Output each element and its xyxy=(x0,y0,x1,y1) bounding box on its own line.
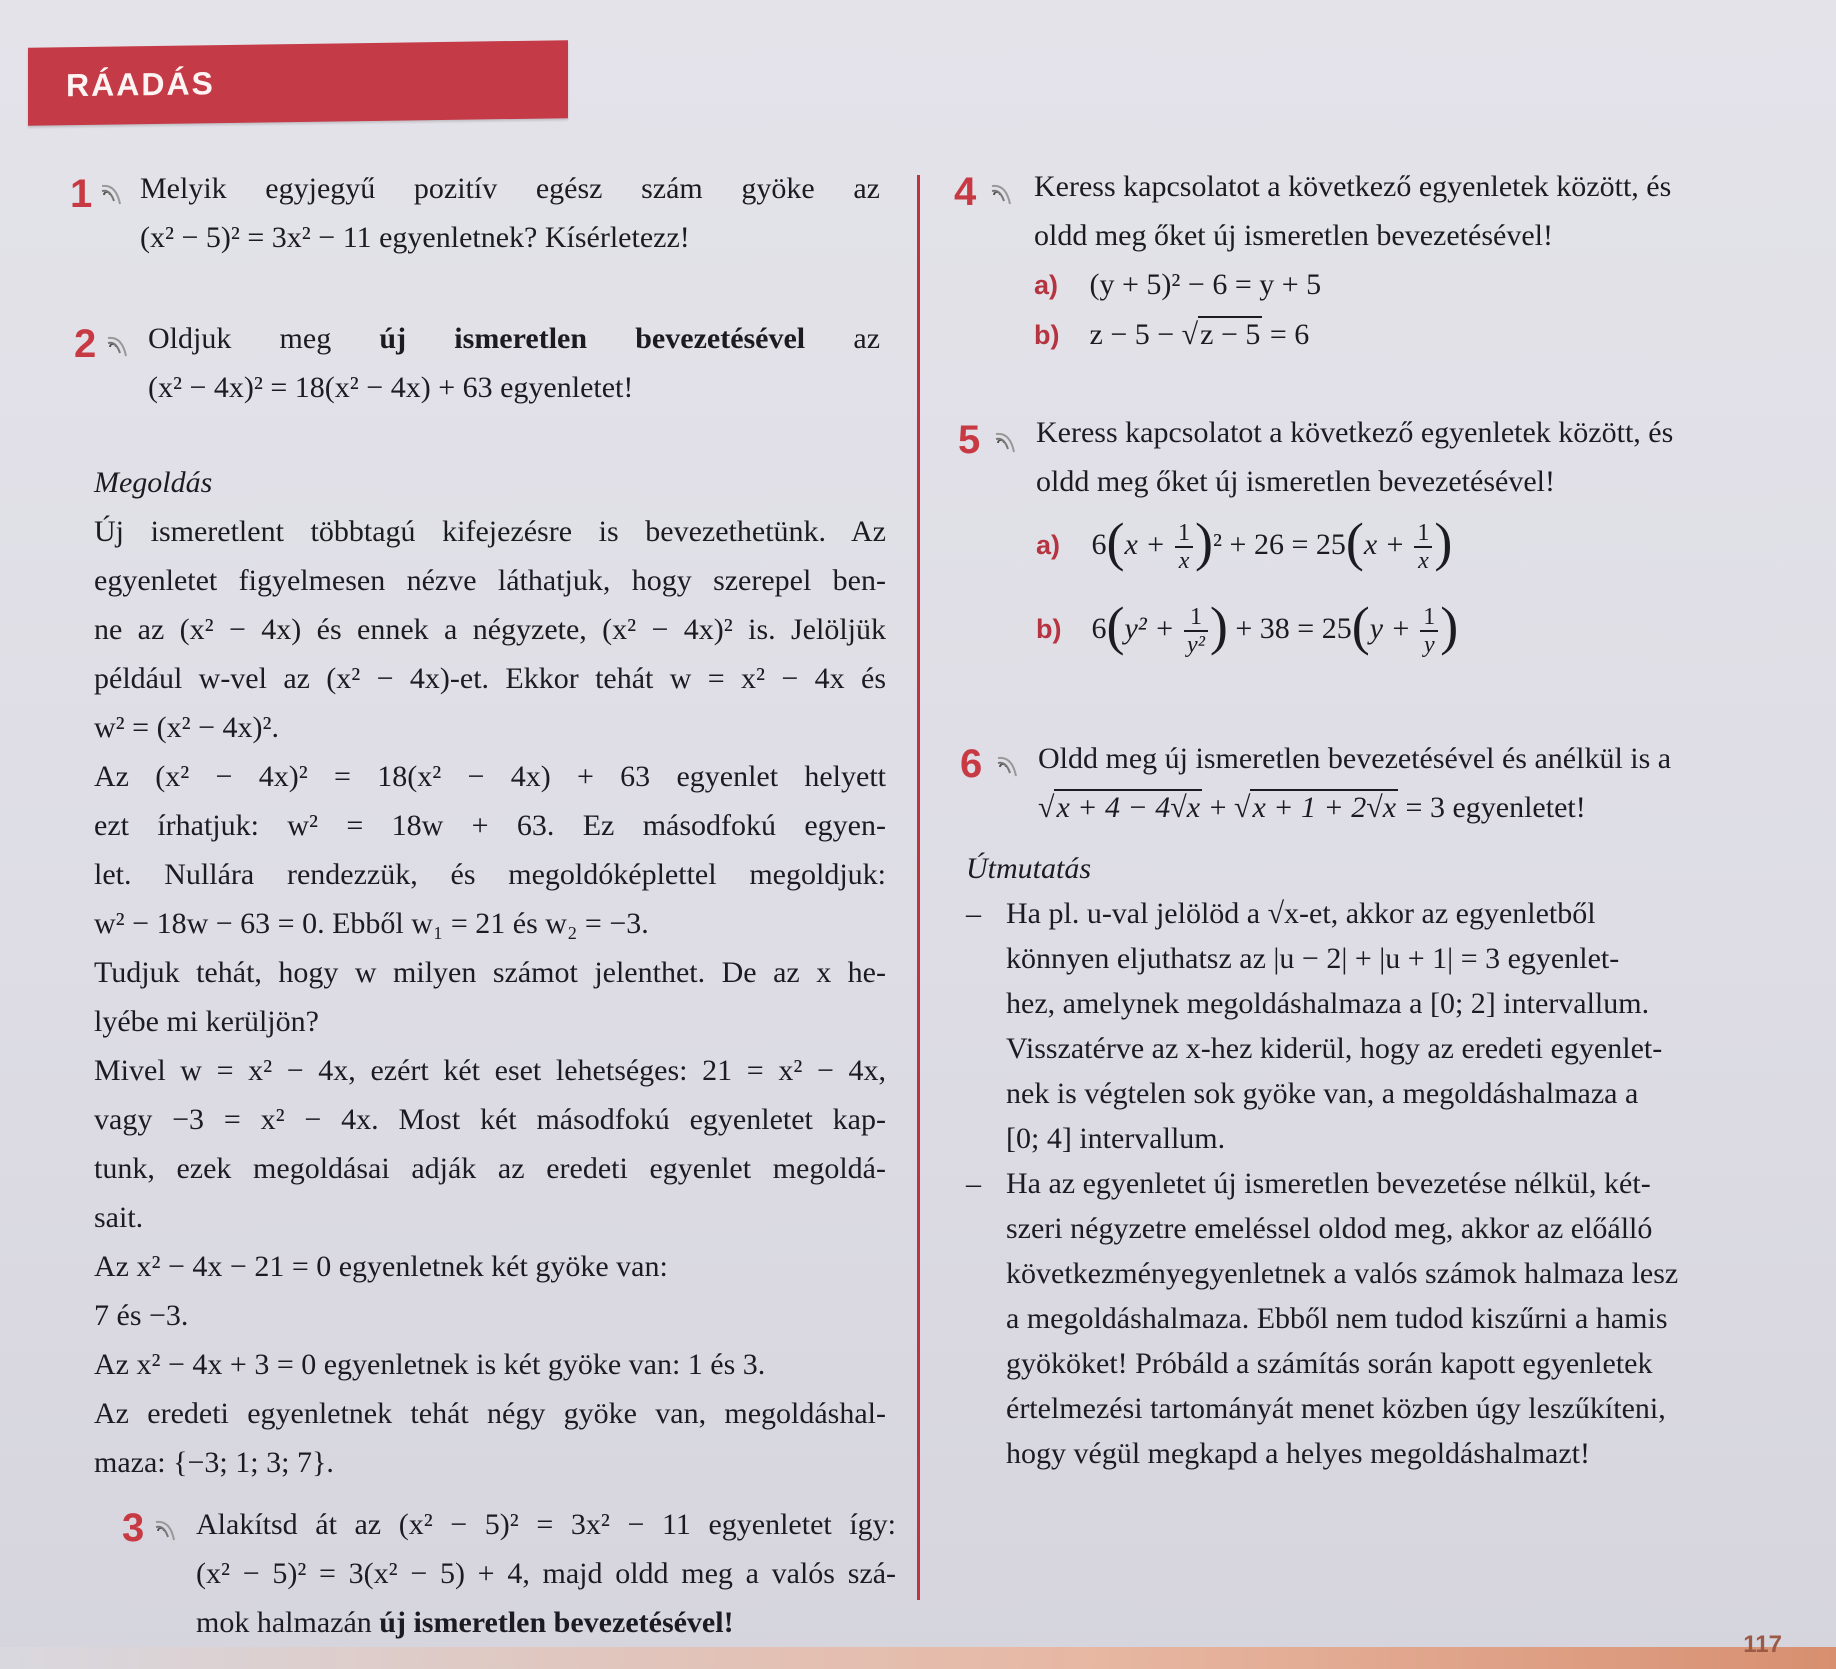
task-1-line-1: Melyik egyjegyű pozitív egész szám gyöke az xyxy=(140,172,880,205)
solution-line: vagy −3 = x² − 4x. Most két másodfokú egyenletet kap- xyxy=(94,1103,886,1136)
audio-wave-icon xyxy=(106,334,128,360)
solution-line: Az x² − 4x − 21 = 0 egyenletnek két gyöke van: xyxy=(94,1250,668,1283)
solution-line: Mivel w = x² − 4x, ezért két eset lehetséges: 21 = x² − 4x, xyxy=(94,1054,886,1087)
page-number: 117 xyxy=(1743,1631,1782,1658)
denominator: y² xyxy=(1187,632,1205,659)
task-2-bold: új ismeretlen bevezetésével xyxy=(379,322,806,355)
denominator: y xyxy=(1423,632,1435,659)
hint-bullet-1-line: könnyen eljuthatsz az |u − 2| + |u + 1| = 3 egyenlet- xyxy=(1006,942,1620,975)
paren-open: ( xyxy=(1351,596,1370,656)
task-3-line-2: (x² − 5)² = 3(x² − 5) + 4, majd oldd meg a valós szá- xyxy=(196,1557,896,1590)
task-2-line-1 xyxy=(148,314,880,363)
item-label: b) xyxy=(1036,614,1062,644)
eq-part: 6 xyxy=(1091,612,1107,645)
eq-part: y + xyxy=(1369,612,1411,645)
page-footer-bar xyxy=(0,1647,1836,1669)
hint-bullet-2-line: értelmezési tartományát menet közben úgy leszűkíteni, xyxy=(1006,1392,1666,1425)
eq-part: y² + xyxy=(1124,612,1175,645)
task-3-bold: új ismeretlen bevezetésével! xyxy=(379,1606,734,1639)
denominator: x xyxy=(1418,548,1429,575)
eq-part: + 38 = 25 xyxy=(1235,612,1352,645)
solution-line: lyébe mi kerüljön? xyxy=(94,1005,319,1038)
solution-line: ezt írhatjuk: w² = 18w + 63. Ez másodfokú egyen- xyxy=(94,809,886,842)
numerator: 1 xyxy=(1175,520,1193,548)
solution-line: Az x² − 4x + 3 = 0 egyenletnek is két gyöke van: 1 és 3. xyxy=(94,1348,766,1381)
bullet-dash: – xyxy=(966,1167,981,1200)
eq-part: x + xyxy=(1124,528,1166,561)
solution-line: Az eredeti egyenletnek tehát négy gyöke van, megoldáshal- xyxy=(94,1397,886,1430)
task-5-item-a xyxy=(1036,512,1756,575)
hint-bullet-1-line: Visszatérve az x-hez kiderül, hogy az eredeti egyenlet- xyxy=(1006,1032,1663,1065)
hint-text: Ha az egyenletet új ismeretlen bevezetése nélkül, két- xyxy=(1006,1167,1651,1200)
audio-wave-icon xyxy=(996,754,1018,780)
audio-wave-icon xyxy=(154,1518,176,1544)
hint-bullet-1-line: nek is végtelen sok gyöke van, a megoldáshalmaza a xyxy=(1006,1077,1639,1110)
task-number-2: 2 xyxy=(74,322,97,366)
task-3-plain: mok halmazán xyxy=(196,1606,372,1639)
fraction xyxy=(1175,520,1193,574)
item-label: b) xyxy=(1034,320,1060,350)
square-root: √x + 4 − 4√x xyxy=(1038,791,1201,824)
section-title: RÁADÁS xyxy=(66,65,215,104)
solution-line: w² − 18w − 63 = 0. Ebből w₁ = 21 és w₂ = −3. xyxy=(94,907,649,940)
task-4-text xyxy=(1034,162,1754,360)
solution-line: Tudjuk tehát, hogy w milyen számot jelenthet. De az x he- xyxy=(94,956,886,989)
task-5-line-1: Keress kapcsolatot a következő egyenletek között, és xyxy=(1036,416,1674,449)
bullet-dash: – xyxy=(966,897,981,930)
eq-part: 6 xyxy=(1091,528,1107,561)
task-4-equation-b-pre: z − 5 − xyxy=(1089,318,1175,351)
task-3-line-3 xyxy=(196,1598,896,1647)
eq-part: ² + 26 = 25 xyxy=(1213,528,1346,561)
eq-part: x + xyxy=(1363,528,1405,561)
hint-bullet-1-line: hez, amelynek megoldáshalmaza a [0; 2] intervallum. xyxy=(1006,987,1650,1020)
solution-heading: Megoldás xyxy=(94,466,213,499)
task-6-tail: = 3 egyenletet! xyxy=(1405,791,1586,824)
audio-wave-icon xyxy=(100,182,122,208)
radicand: x + 1 + 2√x xyxy=(1252,791,1397,824)
task-number-5: 5 xyxy=(958,418,981,462)
task-5-line-2: oldd meg őket új ismeretlen bevezetésével! xyxy=(1036,465,1555,498)
paren-close: ) xyxy=(1434,512,1453,572)
square-root: √x + 1 + 2√x xyxy=(1233,791,1397,824)
task-3-text xyxy=(196,1500,896,1647)
numerator: 1 xyxy=(1420,604,1438,632)
task-3-line-1: Alakítsd át az (x² − 5)² = 3x² − 11 egyenletet így: xyxy=(196,1508,896,1541)
fraction xyxy=(1414,520,1432,574)
solution-line: 7 és −3. xyxy=(94,1299,189,1332)
paren-open: ( xyxy=(1106,596,1125,656)
solution-line: például w-vel az (x² − 4x)-et. Ekkor tehát w = x² − 4x és xyxy=(94,662,886,695)
numerator: 1 xyxy=(1184,604,1208,632)
radicand: z − 5 xyxy=(1200,318,1261,351)
solution-line: w² = (x² − 4x)². xyxy=(94,711,279,744)
solution-line: ne az (x² − 4x) és ennek a négyzete, (x² − 4x)² is. Jelöljük xyxy=(94,613,886,646)
solution-line: Új ismeretlent többtagú kifejezésre is bevezethetünk. Az xyxy=(94,515,886,548)
task-4-item-b xyxy=(1034,310,1754,360)
paren-open: ( xyxy=(1345,512,1364,572)
fraction xyxy=(1420,604,1438,658)
hint-bullet-1-line xyxy=(966,891,1726,936)
hint-bullet-2-line: szeri négyzetre emeléssel oldod meg, akkor az előálló xyxy=(1006,1212,1653,1245)
task-5-item-b xyxy=(1036,596,1756,659)
task-4-line-2: oldd meg őket új ismeretlen bevezetésével! xyxy=(1034,219,1553,252)
hint-bullet-2-line: hogy végül megkapd a helyes megoldáshalmazt! xyxy=(1006,1437,1590,1470)
solution-line: let. Nullára rendezzük, és megoldóképlettel megoldjuk: xyxy=(94,858,886,891)
hint-heading: Útmutatás xyxy=(966,852,1092,885)
solution-line: tunk, ezek megoldásai adják az eredeti egyenlet megoldá- xyxy=(94,1152,886,1185)
hint-bullet-2-line xyxy=(966,1161,1726,1206)
column-divider xyxy=(917,175,920,1600)
hint-bullet-2-line: a megoldáshalmaza. Ebből nem tudod kiszűrni a hamis xyxy=(1006,1302,1668,1335)
fraction xyxy=(1184,604,1208,658)
task-6-line-2 xyxy=(1038,783,1758,832)
task-4-equation-a: (y + 5)² − 6 = y + 5 xyxy=(1089,268,1322,301)
solution-line: maza: {−3; 1; 3; 7}. xyxy=(94,1446,334,1479)
paren-close: ) xyxy=(1440,596,1459,656)
solution-line: egyenletet figyelmesen nézve láthatjuk, hogy szerepel ben- xyxy=(94,564,886,597)
plus-sign: + xyxy=(1209,791,1227,824)
paren-open: ( xyxy=(1106,512,1125,572)
solution-line: Az (x² − 4x)² = 18(x² − 4x) + 63 egyenlet helyett xyxy=(94,760,886,793)
item-label: a) xyxy=(1034,270,1059,300)
audio-wave-icon xyxy=(990,182,1012,208)
hint-bullet-2-line: következményegyenletnek a valós számok halmaza lesz xyxy=(1006,1257,1679,1290)
task-6-line-1: Oldd meg új ismeretlen bevezetésével és anélkül is a xyxy=(1038,742,1672,775)
audio-wave-icon xyxy=(994,430,1016,456)
task-number-1: 1 xyxy=(70,172,93,216)
task-number-6: 6 xyxy=(960,742,983,786)
hint-block xyxy=(966,846,1726,1476)
task-2-plain-b: az xyxy=(853,322,881,355)
task-4-item-a xyxy=(1034,260,1754,310)
task-4-equation-b-post: = 6 xyxy=(1269,318,1310,351)
solution-block xyxy=(94,458,886,1487)
task-2-line-2: (x² − 4x)² = 18(x² − 4x) + 63 egyenletet! xyxy=(148,371,634,404)
solution-line: sait. xyxy=(94,1201,144,1234)
task-5-text xyxy=(1036,408,1756,506)
paren-close: ) xyxy=(1209,596,1228,656)
task-number-4: 4 xyxy=(954,170,977,214)
task-2-plain-a: Oldjuk meg xyxy=(148,322,332,355)
task-number-3: 3 xyxy=(122,1506,145,1550)
task-2-text xyxy=(148,314,880,412)
section-banner xyxy=(28,40,568,126)
numerator: 1 xyxy=(1414,520,1432,548)
square-root: √z − 5 xyxy=(1181,318,1261,351)
hint-bullet-1-line: [0; 4] intervallum. xyxy=(1006,1122,1226,1155)
task-4-line-1: Keress kapcsolatot a következő egyenletek között, és xyxy=(1034,170,1672,203)
denominator: x xyxy=(1178,548,1190,575)
task-1-text xyxy=(140,164,880,262)
radicand: x + 4 − 4√x xyxy=(1056,791,1201,824)
paren-close: ) xyxy=(1195,512,1214,572)
task-6-text xyxy=(1038,734,1758,832)
item-label: a) xyxy=(1036,530,1061,560)
hint-text: Ha pl. u-val jelölöd a √x-et, akkor az egyenletből xyxy=(1006,897,1596,930)
task-1-line-2: (x² − 5)² = 3x² − 11 egyenletnek? Kísérletezz! xyxy=(140,221,690,254)
hint-bullet-2-line: gyököket! Próbáld a számítás során kapott egyenletek xyxy=(1006,1347,1653,1380)
